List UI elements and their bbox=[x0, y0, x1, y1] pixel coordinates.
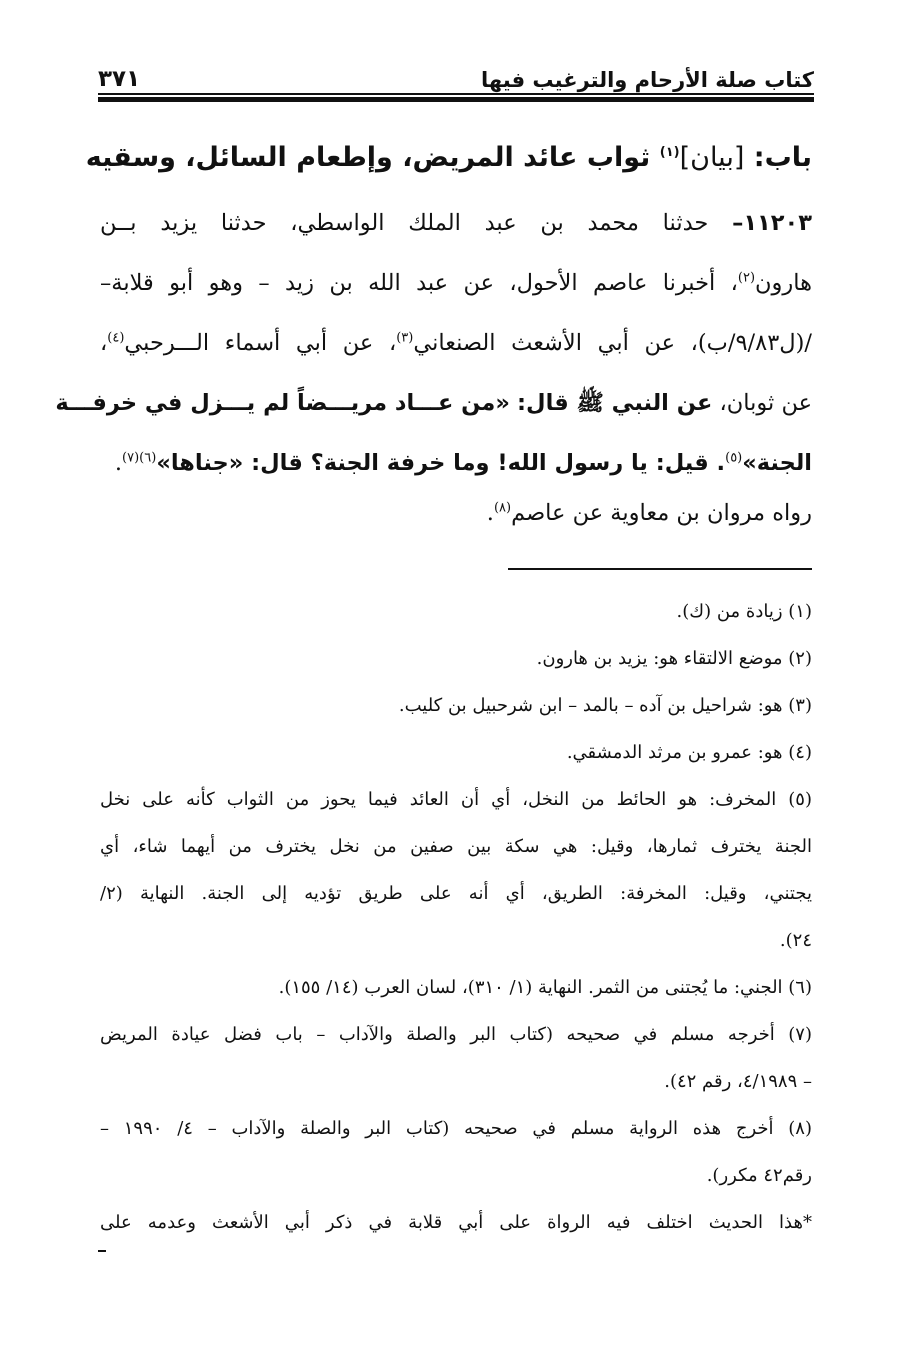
footnote-1: (١) زيادة من (ك). bbox=[676, 601, 812, 622]
footnote-ref: (٢) bbox=[737, 270, 756, 286]
continuation-mark bbox=[98, 1250, 106, 1252]
footnote-5-line-1: (٥) المخرف: هو الحائط من النخل، أي أن العائد فيما يحوز من الثواب كأنه على نخل bbox=[100, 789, 812, 810]
chapter-heading bbox=[85, 142, 812, 173]
editor-note: *هذا الحديث اختلف فيه الرواة على أبي قلابة في ذكر أبي الأشعث وعدمه على bbox=[100, 1212, 812, 1233]
body-text-bold: عن النبي ﷺ قال: bbox=[517, 390, 713, 416]
footnote-ref: (٣) bbox=[396, 330, 414, 346]
footnote-6: (٦) الجني: ما يُجتنى من الثمر. النهاية (١/ ٣١٠)، لسان العرب (١٤/ ١٥٥). bbox=[278, 977, 812, 998]
chapter-bracket-word: [بيان] bbox=[679, 142, 745, 173]
hadith-matn: . قيل: يا رسول الله! وما خرفة الجنة؟ قال: «جناها» bbox=[156, 450, 726, 476]
running-header bbox=[98, 58, 814, 92]
body-line-3 bbox=[100, 313, 812, 373]
hadith-number: ١١٢٠٣– bbox=[732, 210, 812, 236]
body-line-4 bbox=[55, 373, 812, 433]
footnote-5-line-3: يجتني، وقيل: المخرفة: الطريق، أي أنه على طريق تؤديه إلى الجنة. النهاية (٢/ bbox=[100, 883, 812, 904]
header-rule-thin bbox=[98, 93, 814, 95]
body-line-6 bbox=[487, 483, 812, 543]
body-text: /(ل٩/٨٣/ب)، عن أبي الأشعث الصنعاني bbox=[413, 330, 812, 356]
footnote-5-line-4: ٢٤). bbox=[779, 930, 812, 951]
header-title: كتاب صلة الأرحام والترغيب فيها bbox=[481, 68, 814, 92]
header-rule-thick bbox=[98, 97, 814, 102]
body-text: ، أخبرنا عاصم الأحول، عن عبد الله بن زيد – وهو أبو قلابة– bbox=[100, 270, 738, 296]
hadith-matn: «من عـــاد مريـــضاً لم يـــزل في خرفـــة bbox=[55, 390, 510, 416]
body-text: . bbox=[486, 500, 494, 526]
footnote-8-line-1: (٨) أخرج هذه الرواية مسلم في صحيحه (كتاب البر والصلة والآداب – ٤/ ١٩٩٠ – bbox=[100, 1118, 812, 1139]
footnote-ref: (٤) bbox=[107, 330, 125, 346]
body-text: عن ثوبان، bbox=[719, 390, 812, 416]
page-number: ٣٧١ bbox=[98, 66, 141, 92]
footnote-4: (٤) هو: عمرو بن مرثد الدمشقي. bbox=[566, 742, 812, 763]
footnote-5-line-2: الجنة يخترف ثمارها، وقيل: هي سكة بين صفين من نخل يخترف من أيهما شاء، أي bbox=[100, 836, 812, 857]
footnote-ref: (٦)(٧) bbox=[122, 450, 157, 466]
footnote-separator bbox=[508, 568, 812, 570]
hadith-matn: الجنة» bbox=[742, 450, 812, 476]
body-text: هارون bbox=[755, 270, 812, 296]
body-text: حدثنا محمد بن عبد الملك الواسطي، حدثنا يزيد بــن bbox=[100, 210, 709, 236]
footnote-ref: (٨) bbox=[493, 500, 512, 516]
body-text: . bbox=[114, 450, 123, 476]
footnote-7-line-1: (٧) أخرجه مسلم في صحيحه (كتاب البر والصلة والآداب – باب فضل عيادة المريض bbox=[100, 1024, 812, 1045]
footnote-ref: (٥) bbox=[725, 450, 743, 466]
footnote-ref: (١) bbox=[659, 145, 680, 160]
footnote-7-line-2: – ٤/١٩٨٩، رقم ٤٢). bbox=[664, 1071, 812, 1092]
body-line-2 bbox=[100, 253, 812, 313]
body-text: ، bbox=[100, 330, 108, 356]
footnote-2: (٢) موضع الالتقاء هو: يزيد بن هارون. bbox=[536, 648, 812, 669]
chapter-bab: باب: bbox=[753, 142, 812, 173]
body-text: ، عن أبي أسماء الـــرحبي bbox=[124, 330, 397, 356]
footnote-8-line-2: رقم٤٢ مكرر). bbox=[706, 1165, 812, 1186]
body-line-1 bbox=[100, 193, 812, 253]
chapter-title: ثواب عائد المريض، وإطعام السائل، وسقيه bbox=[85, 142, 651, 173]
footnote-3: (٣) هو: شراحيل بن آده – بالمد – ابن شرحبيل بن كليب. bbox=[398, 695, 812, 716]
body-text: رواه مروان بن معاوية عن عاصم bbox=[511, 500, 812, 526]
